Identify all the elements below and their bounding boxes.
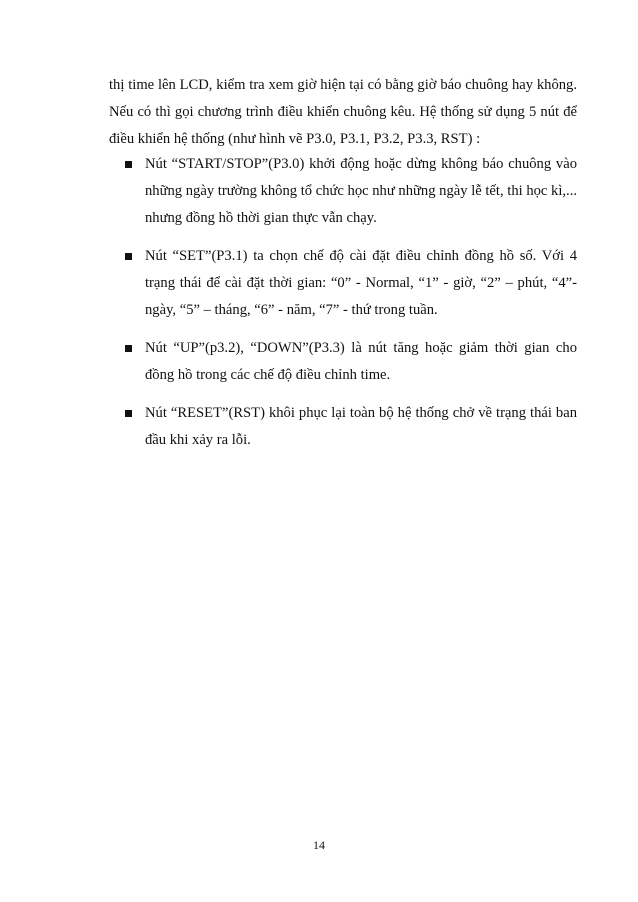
bullet-item-up-down [109, 335, 577, 389]
bullet-text: Nút “START/STOP”(P3.0) khởi động hoặc dừng không báo chuông vào những ngày trường không tổ chức học như những ngày lễ tết, thi học kì,... nhưng đồng hồ thời gian thực vẫn chạy. [145, 156, 577, 226]
bullet-item-reset [109, 400, 577, 454]
bullet-list [109, 151, 577, 465]
bullet-text: Nút “SET”(P3.1) ta chọn chế độ cài đặt điều chỉnh đồng hồ số. Với 4 trạng thái để cài đặt thời gian: “0” - Normal, “1” - giờ, “2” – phút, “4”- ngày, “5” – tháng, “6” - năm, “7” - thứ trong tuần. [145, 248, 577, 318]
square-bullet-icon [125, 161, 132, 168]
bullet-item-start-stop [109, 151, 577, 232]
intro-paragraph: thị time lên LCD, kiểm tra xem giờ hiện tại có bằng giờ báo chuông hay không. Nếu có thì gọi chương trình điều khiển chuông kêu. Hệ thống sử dụng 5 nút để điều khiển hệ thống (như hình vẽ P3.0, P3.1, P3.2, P3.3, RST) : [109, 77, 577, 147]
bullet-item-set [109, 243, 577, 324]
page-number: 14 [313, 838, 325, 852]
square-bullet-icon [125, 410, 132, 417]
bullet-text: Nút “RESET”(RST) khôi phục lại toàn bộ hệ thống chở về trạng thái ban đầu khi xảy ra lỗi. [145, 405, 577, 448]
bullet-text: Nút “UP”(p3.2), “DOWN”(P3.3) là nút tăng hoặc giảm thời gian cho đồng hồ trong các chế độ điều chỉnh time. [145, 340, 577, 383]
square-bullet-icon [125, 253, 132, 260]
square-bullet-icon [125, 345, 132, 352]
